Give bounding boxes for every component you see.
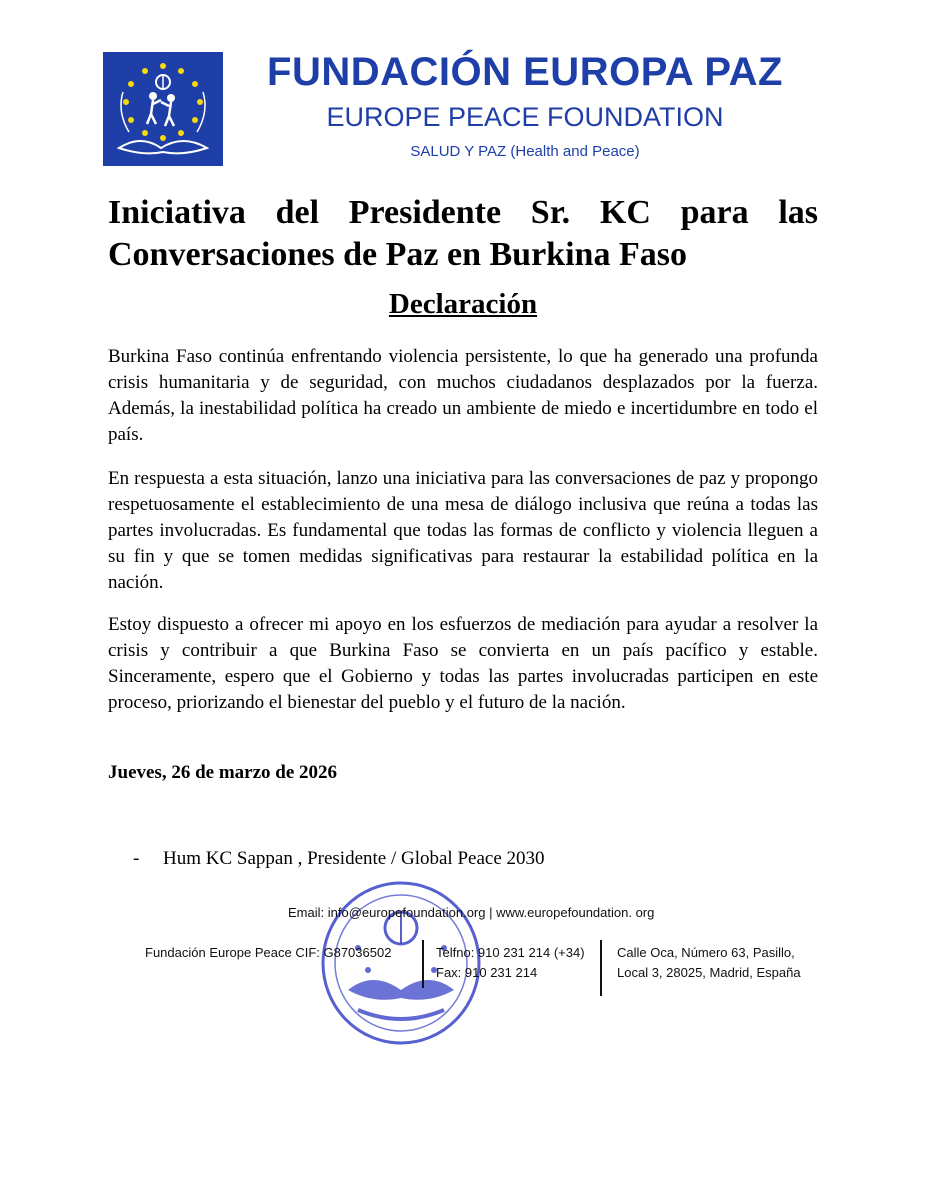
title-line-1: Iniciativa del Presidente Sr. KC para las — [108, 194, 818, 231]
document-title — [108, 192, 818, 276]
signature-text: Hum KC Sappan , Presidente / Global Peace 2030 — [163, 848, 545, 869]
declaration-heading: Declaración — [388, 288, 538, 320]
foundation-logo-icon — [103, 52, 223, 166]
paragraph-1: Burkina Faso continúa enfrentando violencia persistente, lo que ha generado una profunda crisis humanitaria y de seguridad, con muchos ciudadanos desplazados por la fuerza. Además, la inestabilidad política ha creado un ambiente de miedo e incertidumbre en todo el país. — [108, 346, 818, 445]
org-name-en: EUROPE PEACE FOUNDATION — [326, 102, 724, 132]
paragraph-3: Estoy dispuesto a ofrecer mi apoyo en los esfuerzos de mediación para ayudar a resolver la crisis y contribuir a que Burkina Faso se convierta en un país pacífico y estable. Sinceramente, espero que el Gobierno y todas las partes involucradas participen en este proceso, priorizando el bienestar del pueblo y el futuro de la nación. — [108, 614, 818, 713]
title-line-2: Conversaciones de Paz en Burkina Faso — [108, 236, 687, 273]
footer-contact: Email: info@europefoundation.org | www.europefoundation. org — [288, 905, 655, 920]
org-tagline: SALUD Y PAZ (Health and Peace) — [410, 143, 640, 160]
signature-dash: - — [133, 848, 140, 869]
footer-address-line-1: Calle Oca, Número 63, Pasillo, — [617, 945, 795, 960]
paragraph-2: En respuesta a esta situación, lanzo una iniciativa para las conversaciones de paz y propongo respetuosamente el establecimiento de una mesa de diálogo inclusiva que reúna a todas las partes involucradas. Es fundamental que todas las formas de conflicto y violencia lleguen a su fin y que se tomen medidas significativas para restaurar la estabilidad política en la nación. — [108, 468, 818, 593]
org-name-es: FUNDACIÓN EUROPA PAZ — [267, 50, 783, 94]
footer-phone: Telfno: 910 231 214 (+34) — [436, 945, 585, 960]
footer-divider — [600, 940, 602, 996]
document-date: Jueves, 26 de marzo de 2026 — [108, 762, 338, 783]
signature-line — [133, 846, 545, 872]
footer-divider — [422, 940, 424, 988]
footer-org-cif: Fundación Europe Peace CIF: G87036502 — [145, 945, 392, 960]
footer-address-line-2: Local 3, 28025, Madrid, España — [617, 965, 801, 980]
footer-fax: Fax: 910 231 214 — [436, 965, 538, 980]
